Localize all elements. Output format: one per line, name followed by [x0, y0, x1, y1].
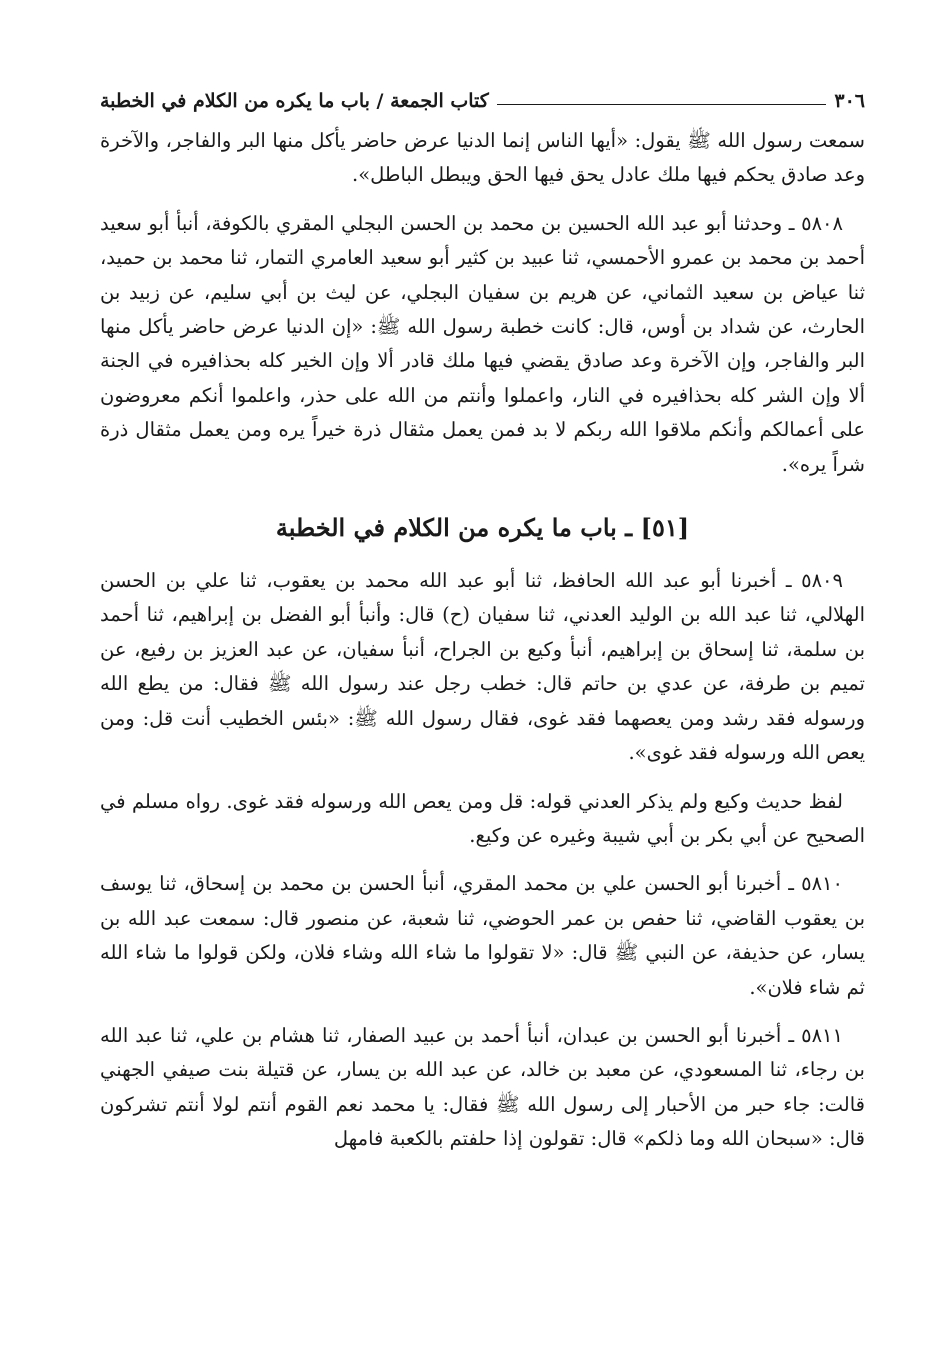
- page-number: ٣٠٦: [834, 90, 865, 112]
- header-rule: [497, 104, 827, 105]
- commentary-note: لفظ حديث وكيع ولم يذكر العدني قوله: قل ومن يعص الله ورسوله فقد غوى. رواه مسلم في الصحيح عن أبي بكر بن أبي شيبة وغيره عن وكيع.: [100, 789, 865, 847]
- chapter-title: [٥١] ـ باب ما يكره من الكلام في الخطبة: [275, 513, 690, 543]
- page-header: [100, 80, 865, 112]
- running-title: كتاب الجمعة / باب ما يكره من الكلام في الخطبة: [100, 90, 489, 112]
- paragraph-continuation: سمعت رسول الله ﷺ يقول: «أيها الناس إنما الدنيا عرض حاضر يأكل منها البر والفاجر، والآخرة وعد صادق يحكم فيها ملك عادل يحق فيها الحق ويبطل الباطل».: [100, 129, 865, 187]
- book-page: [100, 80, 865, 1171]
- hadith-5808: ٥٨٠٨ ـ وحدثنا أبو عبد الله الحسين بن محمد بن الحسن البجلي المقري بالكوفة، أنبأ أبو سعيد أحمد بن محمد بن عمرو الأحمسي، ثنا عبيد بن كثير أبو سعيد العامري التمار، ثنا محمد بن حميد، ثنا عياض بن سعيد الثماني، عن هريم بن سفيان البجلي، عن ليث بن أبي سليم، عن زبيد بن الحارث، عن شداد بن أوس، قال: كانت خطبة رسول الله ﷺ: «إن الدنيا عرض حاضر يأكل منها البر والفاجر، وإن الآخرة وعد صادق يقضي فيها ملك قادر ألا وإن الخير كله بحذافيره في الجنة ألا وإن الشر كله بحذافيره في النار، واعملوا وأنتم من الله على حذر، واعلموا أنكم معروضون على أعمالكم وأنكم ملاقوا الله ربكم لا بد فمن يعمل مثقال ذرة خيراً يره ومن يعمل مثقال ذرة شراً يره».: [100, 211, 865, 476]
- hadith-5809: ٥٨٠٩ ـ أخبرنا أبو عبد الله الحافظ، ثنا أبو عبد الله محمد بن يعقوب، ثنا علي بن الحسن الهلالي، ثنا عبد الله بن الوليد العدني، ثنا سفيان (ح) قال: وأنبأ أبو الفضل بن إبراهيم، ثنا أحمد بن سلمة، ثنا إسحاق بن إبراهيم، أنبأ وكيع بن الجراح، أنبأ سفيان، عن عبد العزيز بن رفيع، عن تميم بن طرفة، عن عدي بن حاتم قال: خطب رجل عند رسول الله ﷺ فقال: من يطع الله ورسوله فقد رشد ومن يعصهما فقد غوى، فقال رسول الله ﷺ: «بئس الخطيب أنت قل: ومن يعص الله ورسوله فقد غوى».: [100, 569, 865, 765]
- hadith-5811: ٥٨١١ ـ أخبرنا أبو الحسن بن عبدان، أنبأ أحمد بن عبيد الصفار، ثنا هشام بن علي، ثنا عبد الله بن رجاء، ثنا المسعودي، عن معبد بن خالد، عن عبد الله بن يسار، عن قتيلة بنت صيفي الجهني قالت: جاء حبر من الأحبار إلى رسول الله ﷺ فقال: يا محمد نعم القوم أنتم لولا أنتم تشركون قال: «سبحان الله وما ذلكم» قال: تقولون إذا حلفتم بالكعبة فامهل: [100, 1023, 865, 1151]
- hadith-5810: ٥٨١٠ ـ أخبرنا أبو الحسن علي بن محمد المقري، أنبأ الحسن بن محمد بن إسحاق، ثنا يوسف بن يعقوب القاضي، ثنا حفص بن عمر الحوضي، ثنا شعبة، عن منصور قال: سمعت عبد الله بن يسار، عن حذيفة، عن النبي ﷺ قال: «لا تقولوا ما شاء الله وشاء فلان، ولكن قولوا ما شاء الله ثم شاء فلان».: [100, 872, 865, 999]
